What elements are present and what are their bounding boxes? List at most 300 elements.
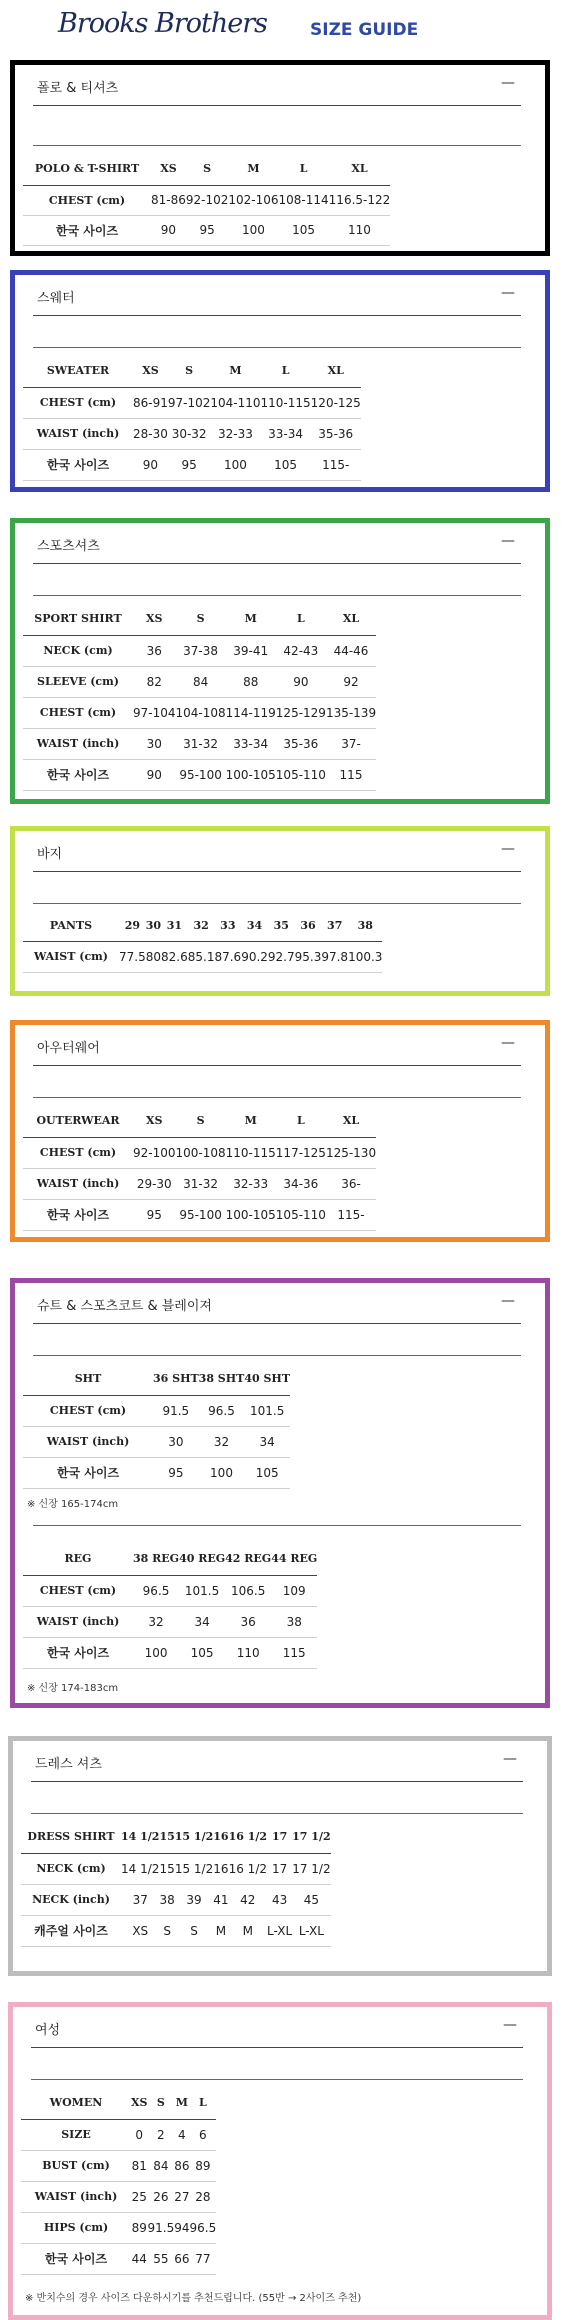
column-header: 16: [213, 1821, 228, 1853]
table-cell: 41: [213, 1884, 228, 1915]
row-label: WAIST (inch): [23, 1168, 133, 1199]
section-divider: [33, 105, 521, 106]
table-cell: S: [175, 1915, 213, 1946]
table-cell: 86: [174, 2150, 189, 2181]
section-divider: [33, 1323, 521, 1324]
column-header: 35: [268, 911, 295, 941]
table-note: ※ 신장 174-183cm: [27, 1683, 119, 1694]
brand-logo: Brooks Brothers: [58, 8, 268, 39]
table-cell: 95: [186, 215, 229, 245]
table-cell: 82: [133, 666, 176, 697]
table-top-rule: [33, 145, 521, 146]
table-cell: 37-38: [176, 635, 226, 666]
table-cell: 82.6: [161, 941, 188, 972]
size-section: [10, 270, 550, 492]
column-header: M: [226, 1105, 276, 1137]
table-cell: 115: [271, 1637, 317, 1668]
collapse-toggle-button[interactable]: —: [501, 533, 515, 549]
table-cell: 92: [326, 666, 376, 697]
table-cell: 35-36: [276, 728, 326, 759]
table-header-row: [23, 911, 382, 941]
section-divider: [31, 1781, 523, 1782]
column-header: WOMEN: [21, 2087, 131, 2119]
table-cell: S: [159, 1915, 174, 1946]
table-cell: 95-100: [176, 759, 226, 790]
table-header-row: [23, 1363, 290, 1395]
row-label: WAIST (inch): [23, 1606, 133, 1637]
table-row: [21, 2212, 216, 2243]
column-header: DRESS SHIRT: [21, 1821, 121, 1853]
table-cell: 33-34: [261, 418, 311, 449]
section-title: 슈트 & 스포츠코트 & 블레이져: [37, 1299, 212, 1314]
row-label: BUST (cm): [21, 2150, 131, 2181]
section-divider: [31, 2047, 523, 2048]
table-cell: 45: [292, 1884, 330, 1915]
column-header: SHT: [23, 1363, 153, 1395]
column-header: XS: [133, 1105, 176, 1137]
table-top-rule: [31, 1813, 523, 1814]
row-label: 한국 사이즈: [23, 449, 133, 480]
row-label: 한국 사이즈: [23, 1199, 133, 1230]
table-cell: 42-43: [276, 635, 326, 666]
row-label: 한국 사이즈: [23, 1457, 153, 1488]
table-cell: 100: [228, 215, 278, 245]
table-cell: XS: [121, 1915, 159, 1946]
section-title: 아우터웨어: [37, 1041, 100, 1056]
column-header: 15: [159, 1821, 174, 1853]
table-cell: 34: [244, 1426, 290, 1457]
section-divider: [33, 871, 521, 872]
table-cell: 89: [189, 2150, 216, 2181]
table-cell: 95-100: [176, 1199, 226, 1230]
column-header: 14 1/2: [121, 1821, 159, 1853]
table-cell: 110: [329, 215, 391, 245]
table-top-rule: [33, 347, 521, 348]
column-header: REG: [23, 1543, 133, 1575]
table-row: [23, 418, 361, 449]
table-header-row: [21, 1821, 331, 1853]
table-cell: 81: [131, 2150, 147, 2181]
table-cell: 109: [271, 1575, 317, 1606]
column-header: 40 SHT: [244, 1363, 290, 1395]
table-cell: 95: [153, 1457, 199, 1488]
table-cell: 31-32: [176, 1168, 226, 1199]
table-cell: 15: [159, 1853, 174, 1884]
table-row: [23, 449, 361, 480]
table-header-row: [23, 153, 390, 185]
column-header: XL: [326, 603, 376, 635]
table-cell: 30: [153, 1426, 199, 1457]
table-cell: 16: [213, 1853, 228, 1884]
table-cell: 106.5: [225, 1575, 271, 1606]
size-table: [23, 911, 382, 973]
column-header: L: [189, 2087, 216, 2119]
column-header: 40 REG: [179, 1543, 225, 1575]
table-cell: 17 1/2: [292, 1853, 330, 1884]
column-header: 37: [321, 911, 348, 941]
column-header: 17: [267, 1821, 292, 1853]
row-label: WAIST (inch): [23, 728, 133, 759]
column-header: 17 1/2: [292, 1821, 330, 1853]
table-cell: 84: [147, 2150, 174, 2181]
table-cell: 86-91: [133, 387, 168, 418]
table-row: [23, 215, 390, 245]
size-table: [23, 153, 390, 246]
column-header: PANTS: [23, 911, 119, 941]
table-cell: 25: [131, 2181, 147, 2212]
table-cell: 26: [147, 2181, 174, 2212]
row-label: 캐주얼 사이즈: [21, 1915, 121, 1946]
table-cell: 44-46: [326, 635, 376, 666]
section-title: 스포츠셔츠: [37, 539, 100, 554]
table-row: [23, 728, 376, 759]
column-header: 32: [188, 911, 215, 941]
section-title: 드레스 셔츠: [35, 1757, 102, 1772]
column-header: 33: [214, 911, 241, 941]
table-cell: 110-115: [261, 387, 311, 418]
column-header: S: [168, 355, 211, 387]
collapse-toggle-button[interactable]: —: [501, 285, 515, 301]
table-cell: 104-110: [210, 387, 260, 418]
table-cell: 115-: [311, 449, 361, 480]
page-title: SIZE GUIDE: [310, 20, 419, 40]
table-row: [23, 1199, 376, 1230]
table-cell: 28: [189, 2181, 216, 2212]
row-label: NECK (cm): [21, 1853, 121, 1884]
table-cell: 110: [225, 1637, 271, 1668]
table-cell: 92-100: [133, 1137, 176, 1168]
column-header: 34: [241, 911, 268, 941]
table-cell: 92.7: [268, 941, 295, 972]
table-row: [21, 1884, 331, 1915]
row-label: WAIST (inch): [23, 418, 133, 449]
size-table: [23, 355, 361, 481]
column-header: XS: [151, 153, 186, 185]
table-cell: 35-36: [311, 418, 361, 449]
table-cell: 42: [229, 1884, 267, 1915]
table-cell: 95: [133, 1199, 176, 1230]
table-cell: 39-41: [226, 635, 276, 666]
table-cell: 100-105: [226, 1199, 276, 1230]
table-note: ※ 반치수의 경우 사이즈 다운하시기를 추천드립니다. (55반 → 2사이즈 추천): [25, 2293, 362, 2304]
table-cell: 91.5: [147, 2212, 174, 2243]
column-header: 15 1/2: [175, 1821, 213, 1853]
row-label: CHEST (cm): [23, 1395, 153, 1426]
table-cell: 100: [133, 1637, 179, 1668]
collapse-toggle-button[interactable]: —: [503, 2017, 517, 2033]
column-header: 36 SHT: [153, 1363, 199, 1395]
size-section: [10, 518, 550, 804]
table-cell: 36: [133, 635, 176, 666]
table-row: [23, 941, 382, 972]
row-label: WAIST (inch): [21, 2181, 131, 2212]
column-header: S: [186, 153, 229, 185]
table-top-rule: [33, 903, 521, 904]
table-cell: 117-125: [276, 1137, 326, 1168]
table-row: [23, 666, 376, 697]
table-cell: M: [213, 1915, 228, 1946]
column-header: 29: [119, 911, 146, 941]
row-label: 한국 사이즈: [21, 2243, 131, 2274]
table-top-rule: [33, 595, 521, 596]
table-cell: 44: [131, 2243, 147, 2274]
size-section: [10, 1278, 550, 1708]
row-label: HIPS (cm): [21, 2212, 131, 2243]
section-title: 바지: [37, 847, 63, 862]
table-cell: 120-125: [311, 387, 361, 418]
table-row: [23, 1606, 317, 1637]
column-header: S: [147, 2087, 174, 2119]
table-cell: M: [229, 1915, 267, 1946]
table-cell: 95.3: [295, 941, 322, 972]
table-top-rule: [31, 2079, 523, 2080]
table-top-rule: [33, 1355, 521, 1356]
table-cell: 135-139: [326, 697, 376, 728]
collapse-toggle-button[interactable]: —: [501, 1293, 515, 1309]
column-header: SPORT SHIRT: [23, 603, 133, 635]
table-cell: 100.3: [348, 941, 382, 972]
table-cell: 30: [133, 728, 176, 759]
table-cell: 4: [174, 2119, 189, 2150]
row-label: CHEST (cm): [23, 387, 133, 418]
column-header: 44 REG: [271, 1543, 317, 1575]
table-cell: 96.5: [199, 1395, 245, 1426]
table-cell: 105: [261, 449, 311, 480]
size-table: [21, 1821, 331, 1947]
table-cell: 84: [176, 666, 226, 697]
table-cell: 32-33: [210, 418, 260, 449]
collapse-toggle-button[interactable]: —: [503, 1751, 517, 1767]
table-row: [23, 1426, 290, 1457]
column-header: M: [174, 2087, 189, 2119]
column-header: XL: [329, 153, 391, 185]
size-section: [8, 2002, 552, 2320]
table-cell: 27: [174, 2181, 189, 2212]
table-cell: 29-30: [133, 1168, 176, 1199]
table-cell: 38: [271, 1606, 317, 1637]
row-label: CHEST (cm): [23, 1137, 133, 1168]
table-cell: 80: [146, 941, 161, 972]
row-label: WAIST (inch): [23, 1426, 153, 1457]
table-cell: 14 1/2: [121, 1853, 159, 1884]
column-header: 42 REG: [225, 1543, 271, 1575]
table-cell: 77.5: [119, 941, 146, 972]
table-row: [23, 1168, 376, 1199]
table-cell: 31-32: [176, 728, 226, 759]
column-header: XS: [133, 355, 168, 387]
table-cell: 34-36: [276, 1168, 326, 1199]
table-cell: 37: [121, 1884, 159, 1915]
table-cell: 88: [226, 666, 276, 697]
table-note: ※ 신장 165-174cm: [27, 1499, 119, 1510]
table-cell: 28-30: [133, 418, 168, 449]
collapse-toggle-button[interactable]: —: [501, 1035, 515, 1051]
table-cell: 17: [267, 1853, 292, 1884]
table-cell: 30-32: [168, 418, 211, 449]
table-cell: 16 1/2: [229, 1853, 267, 1884]
row-label: SIZE: [21, 2119, 131, 2150]
table-cell: 91.5: [153, 1395, 199, 1426]
table-cell: 43: [267, 1884, 292, 1915]
size-table: [21, 2087, 216, 2275]
section-divider: [33, 1065, 521, 1066]
table-row: [21, 1915, 331, 1946]
section-divider: [33, 315, 521, 316]
table-row: [23, 635, 376, 666]
table-row: [21, 2243, 216, 2274]
column-header: M: [210, 355, 260, 387]
table-row: [23, 759, 376, 790]
table-top-rule: [33, 1097, 521, 1098]
table-cell: 37-: [326, 728, 376, 759]
section-divider: [33, 563, 521, 564]
table-cell: 100-108: [176, 1137, 226, 1168]
row-label: CHEST (cm): [23, 1575, 133, 1606]
column-header: 36: [295, 911, 322, 941]
table-cell: 85.1: [188, 941, 215, 972]
table-cell: 89: [131, 2212, 147, 2243]
table-cell: 32-33: [226, 1168, 276, 1199]
collapse-toggle-button[interactable]: —: [501, 75, 515, 91]
row-label: NECK (inch): [21, 1884, 121, 1915]
table-cell: 100-105: [226, 759, 276, 790]
row-label: SLEEVE (cm): [23, 666, 133, 697]
table-header-row: [23, 603, 376, 635]
column-header: L: [261, 355, 311, 387]
table-header-row: [23, 1105, 376, 1137]
row-label: 한국 사이즈: [23, 1637, 133, 1668]
table-row: [23, 387, 361, 418]
table-header-row: [21, 2087, 216, 2119]
table-cell: 110-115: [226, 1137, 276, 1168]
column-header: XS: [133, 603, 176, 635]
table-cell: 115: [326, 759, 376, 790]
table-cell: 6: [189, 2119, 216, 2150]
table-cell: 34: [179, 1606, 225, 1637]
column-header: M: [228, 153, 278, 185]
section-title: 폴로 & 티셔츠: [37, 81, 119, 96]
table-cell: 32: [133, 1606, 179, 1637]
table-cell: 105: [244, 1457, 290, 1488]
table-cell: 100: [199, 1457, 245, 1488]
column-header: L: [276, 1105, 326, 1137]
row-label: WAIST (cm): [23, 941, 119, 972]
column-header: 31: [161, 911, 188, 941]
table-row: [23, 1137, 376, 1168]
column-header: S: [176, 1105, 226, 1137]
table-cell: 102-106: [228, 185, 278, 215]
table-cell: 114-119: [226, 697, 276, 728]
size-table: [23, 603, 376, 791]
table-cell: 96.5: [133, 1575, 179, 1606]
table-header-row: [23, 355, 361, 387]
table-row: [21, 2119, 216, 2150]
table-cell: 81-86: [151, 185, 186, 215]
table-cell: 105: [279, 215, 329, 245]
row-label: CHEST (cm): [23, 697, 133, 728]
size-table: [23, 1543, 317, 1669]
table-cell: 97-104: [133, 697, 176, 728]
table-cell: 97-102: [168, 387, 211, 418]
table-cell: 90: [276, 666, 326, 697]
column-header: L: [279, 153, 329, 185]
section-title: 여성: [35, 2023, 61, 2038]
page-header: [0, 0, 572, 60]
table-row: [23, 185, 390, 215]
table-cell: 105: [179, 1637, 225, 1668]
size-table: [23, 1105, 376, 1231]
table-cell: 90.2: [241, 941, 268, 972]
column-header: XL: [311, 355, 361, 387]
row-label: 한국 사이즈: [23, 759, 133, 790]
table-cell: 87.6: [214, 941, 241, 972]
table-cell: 101.5: [179, 1575, 225, 1606]
table-cell: 55: [147, 2243, 174, 2274]
size-section: [10, 1020, 550, 1242]
column-header: 38: [348, 911, 382, 941]
column-header: S: [176, 603, 226, 635]
table-row: [23, 1457, 290, 1488]
table-cell: 97.8: [321, 941, 348, 972]
table-row: [23, 1637, 317, 1668]
table-cell: 116.5-122: [329, 185, 391, 215]
table-cell: 115-: [326, 1199, 376, 1230]
table-cell: 101.5: [244, 1395, 290, 1426]
table-cell: 38: [159, 1884, 174, 1915]
table-cell: 15 1/2: [175, 1853, 213, 1884]
column-header: 38 REG: [133, 1543, 179, 1575]
table-row: [23, 697, 376, 728]
column-header: L: [276, 603, 326, 635]
table-cell: 96.5: [189, 2212, 216, 2243]
column-header: 30: [146, 911, 161, 941]
table-cell: 33-34: [226, 728, 276, 759]
size-section: [10, 60, 550, 256]
table-cell: 90: [133, 759, 176, 790]
table-header-row: [23, 1543, 317, 1575]
column-header: OUTERWEAR: [23, 1105, 133, 1137]
table-cell: 94: [174, 2212, 189, 2243]
table-cell: 95: [168, 449, 211, 480]
table-row: [21, 2150, 216, 2181]
table-row: [21, 2181, 216, 2212]
table-cell: 108-114: [279, 185, 329, 215]
table-cell: 92-102: [186, 185, 229, 215]
table-cell: L-XL: [292, 1915, 330, 1946]
column-header: M: [226, 603, 276, 635]
table-cell: 32: [199, 1426, 245, 1457]
table-cell: 36-: [326, 1168, 376, 1199]
table-cell: 100: [210, 449, 260, 480]
row-label: NECK (cm): [23, 635, 133, 666]
size-section: [10, 826, 550, 996]
table-cell: 90: [133, 449, 168, 480]
column-header: XL: [326, 1105, 376, 1137]
table-cell: 77: [189, 2243, 216, 2274]
table-cell: L-XL: [267, 1915, 292, 1946]
collapse-toggle-button[interactable]: —: [501, 841, 515, 857]
table-cell: 105-110: [276, 1199, 326, 1230]
size-table: [23, 1363, 290, 1489]
size-section: [8, 1736, 552, 1976]
table-cell: 125-130: [326, 1137, 376, 1168]
column-header: 16 1/2: [229, 1821, 267, 1853]
table-cell: 36: [225, 1606, 271, 1637]
table-cell: 104-108: [176, 697, 226, 728]
table-row: [23, 1395, 290, 1426]
section-title: 스웨터: [37, 291, 75, 306]
table-cell: 90: [151, 215, 186, 245]
